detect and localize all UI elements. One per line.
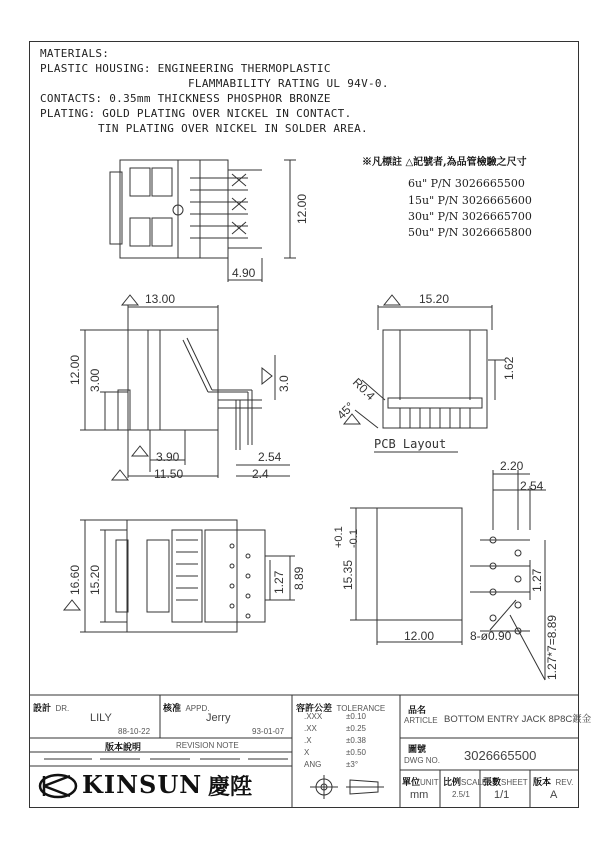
part-number: P/N 3026665600 <box>437 194 532 207</box>
materials-line-4: PLATING: GOLD PLATING OVER NICKEL IN CONTACT. <box>40 107 352 120</box>
unit-label: 單位UNIT <box>402 778 439 788</box>
tolerance-row: .XX ±0.25 <box>304 724 366 733</box>
tolerance-row: ANG ±3° <box>304 760 359 769</box>
materials-heading: MATERIALS: <box>40 47 110 60</box>
qc-note: ※凡標註 △記號者,為品管檢驗之尺寸 <box>362 157 527 168</box>
dim-front-width: 15.20 <box>419 292 450 306</box>
dim-pcb-width: 12.00 <box>404 629 435 643</box>
drawn-by: LILY <box>90 712 112 724</box>
dim-bottom-h2: 15.20 <box>88 564 102 595</box>
approved-label: 核准 APPD. <box>163 704 210 714</box>
dim-side-right: 3.0 <box>277 375 291 392</box>
dim-front-radius: R0.4 <box>349 375 378 404</box>
tolerance-row: X ±0.50 <box>304 748 366 757</box>
plating-thickness: 50u" <box>408 226 435 239</box>
dim-side-height: 12.00 <box>68 354 82 385</box>
sheet-value: 1/1 <box>494 789 510 801</box>
pcb-layout-label: PCB Layout <box>374 437 447 451</box>
article-label-en: ARTICLE <box>404 716 438 725</box>
materials-line-2: FLAMMABILITY RATING UL 94V-0. <box>188 77 389 90</box>
dim-front-right: 1.62 <box>502 356 516 380</box>
part-number: P/N 3026665500 <box>430 177 525 190</box>
dim-side-b1: 3.90 <box>156 450 180 464</box>
dim-pcb-holes: 8-ø0.90 <box>470 629 512 643</box>
company-name-cn: 慶陞 <box>208 774 253 800</box>
pcb-layout-view <box>350 470 546 680</box>
dim-bottom-pitch: 1.27 <box>272 570 286 594</box>
dim-pcb-total: 1.27*7=8.89 <box>545 614 559 680</box>
dim-top-width: 4.90 <box>232 266 256 280</box>
dim-side-b2: 11.50 <box>154 467 184 481</box>
dim-pcb-height: 15.35 <box>341 559 355 590</box>
rev-label: 版本 REV. <box>533 778 574 788</box>
drawn-date: 88-10-22 <box>118 727 151 736</box>
plating-thickness: 15u" <box>408 194 435 207</box>
tolerance-row: .X ±0.38 <box>304 736 366 745</box>
dim-pcb-top1: 2.20 <box>500 459 524 473</box>
dim-bottom-total: 8.89 <box>292 566 306 590</box>
kinsun-logo-icon <box>40 775 76 797</box>
revision-label: 版本說明 <box>105 743 142 753</box>
dim-front-angle: 45° <box>334 399 357 423</box>
dim-pcb-top2: 2.54 <box>520 479 544 493</box>
materials-line-3: CONTACTS: 0.35mm THICKNESS PHOSPHOR BRONZE <box>40 92 331 105</box>
dim-pcb-tol-minus: -0.1 <box>348 529 360 548</box>
tolerance-table <box>304 711 366 771</box>
dim-side-b4: 2.4 <box>252 467 269 481</box>
dim-pcb-tol-plus: +0.1 <box>333 526 345 548</box>
plating-thickness: 30u" <box>408 210 435 223</box>
dim-side-inner: 3.00 <box>88 368 102 392</box>
article-value: BOTTOM ENTRY JACK 8P8C鍍金 <box>444 714 592 725</box>
tolerance-label: 容許公差 TOLERANCE <box>296 704 386 714</box>
materials-line-5: TIN PLATING OVER NICKEL IN SOLDER AREA. <box>98 122 368 135</box>
approved-date: 93-01-07 <box>252 727 285 736</box>
materials-line-1: PLASTIC HOUSING: ENGINEERING THERMOPLASTIC <box>40 62 331 75</box>
company-name: KINSUN <box>82 770 203 799</box>
drawn-label: 設計 DR. <box>33 704 70 714</box>
part-number: P/N 3026665700 <box>437 210 532 223</box>
article-label: 品名 <box>408 706 427 716</box>
dim-side-b3: 2.54 <box>258 450 282 464</box>
revision-note: REVISION NOTE <box>176 741 239 750</box>
dwg-number: 3026665500 <box>464 748 537 763</box>
scale-value: 2.5/1 <box>452 790 470 799</box>
dim-top-height: 12.00 <box>295 193 309 224</box>
scale-label: 比例SCALE <box>443 778 488 788</box>
front-view <box>344 295 505 428</box>
dim-bottom-h1: 16.60 <box>68 564 82 595</box>
dwg-label-en: DWG NO. <box>404 756 440 765</box>
plating-thickness: 6u" <box>408 177 428 190</box>
part-number: P/N 3026665800 <box>437 226 532 239</box>
sheet-label: 張數SHEET <box>483 778 528 788</box>
tolerance-row: .XXX ±0.10 <box>304 712 366 721</box>
dwg-label: 圖號 <box>408 745 427 755</box>
unit-value: mm <box>410 789 429 801</box>
dim-pcb-pitch: 1.27 <box>530 568 544 592</box>
top-view <box>110 160 296 282</box>
approved-by: Jerry <box>206 712 231 724</box>
rev-value: A <box>550 789 558 801</box>
dim-side-width: 13.00 <box>145 292 176 306</box>
